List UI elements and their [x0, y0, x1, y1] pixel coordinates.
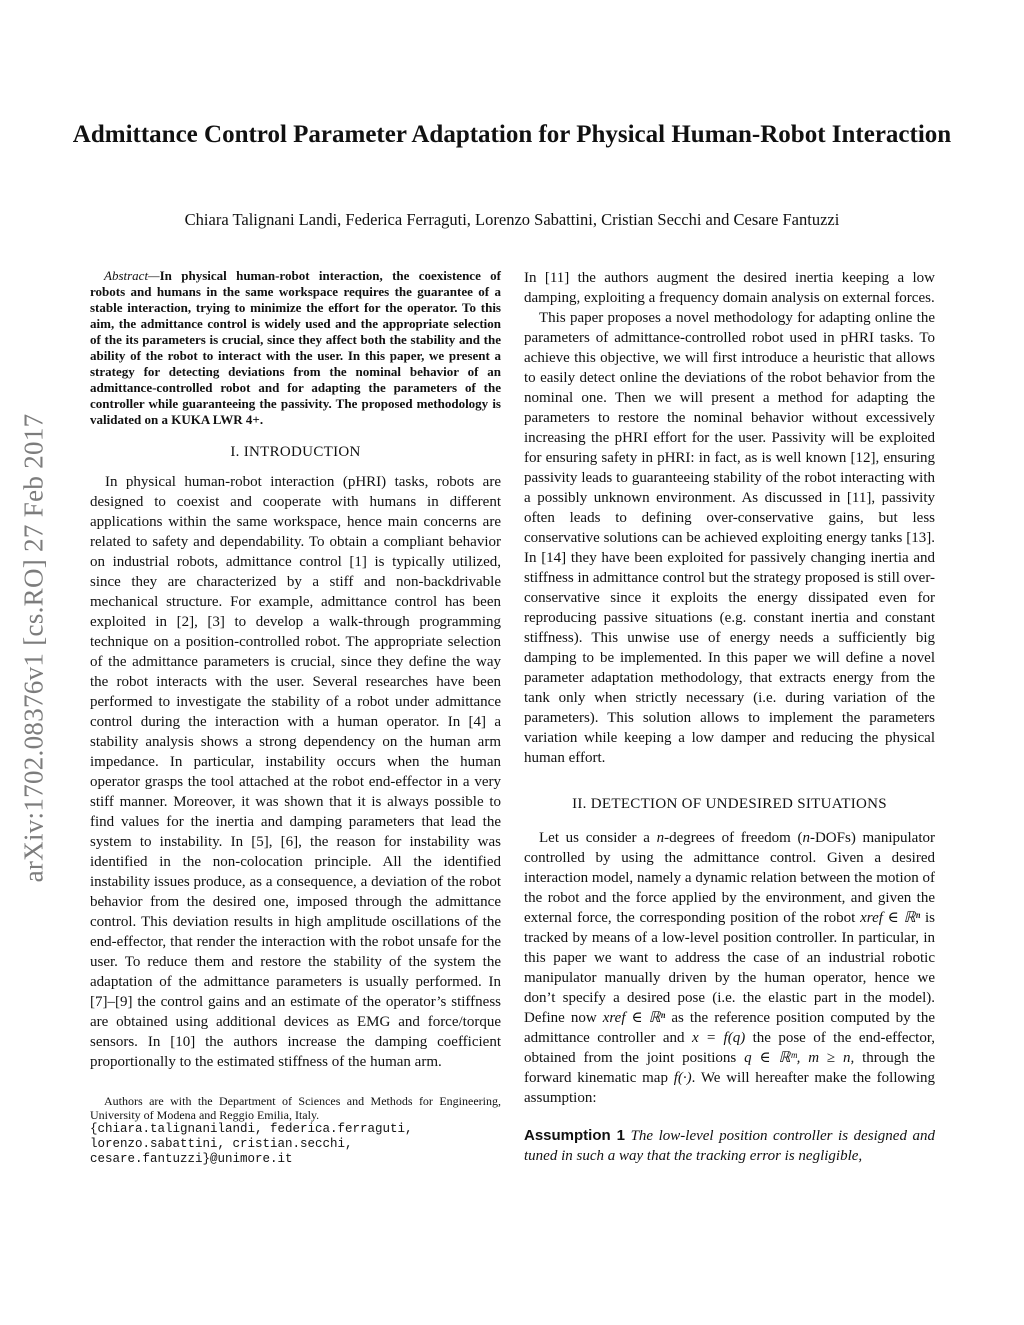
- footnote-email-line-2: lorenzo.sabattini, cristian.secchi,: [90, 1137, 353, 1151]
- detection-paragraph: Let us consider a n-degrees of freedom (n-DOFs) manipulator controlled by using the admittance control. Given a desired interaction model, namely a dynamic relation between the motion of the robot and the force applied by the environment, and given the external force, the corresponding position of the robot xref ∈ ℝⁿ is tracked by means of a low-level position controller. In particular, in this paper we want to address the case of an industrial robotic manipulator manually driven by the human operator, hence we don’t specify a desired pose (i.e. the elastic part in the model). Define now xref ∈ ℝⁿ as the reference position computed by the admittance controller and x = f(q) the pose of the end-effector, obtained from the joint positions q ∈ ℝᵐ, m ≥ n, through the forward kinematic map f(·). We will hereafter make the following assumption:: [524, 830, 935, 1106]
- assumption-label: Assumption 1: [524, 1127, 625, 1144]
- left-column: [90, 268, 501, 1167]
- abstract-label: Abstract—: [104, 268, 160, 283]
- footnote-email-line-1: {chiara.talignanilandi, federica.ferraguti,: [90, 1122, 413, 1136]
- math-xref: xref ∈ ℝⁿ: [602, 1010, 666, 1026]
- abstract-text: In physical human-robot interaction, the coexistence of robots and humans in the same workspace requires the guarantee of a stable interaction, trying to minimize the effort for the operator. To this aim, the admittance control is widely used and the appropriate selection of the its parameters is crucial, since they affect both the stability and the ability of the robot to interact with the user. In this paper, we present a strategy for detecting deviations from the nominal behavior of an admittance-controlled robot and for adapting the parameters of the controller while guaranteeing the passivity. The proposed methodology is validated on a KUKA LWR 4+.: [90, 268, 501, 427]
- assumption-text: The low-level position controller is designed and tuned in such a way that the tracking error is negligible,: [524, 1128, 936, 1164]
- section-heading-detection: II. DETECTION OF UNDESIRED SITUATIONS: [572, 796, 887, 812]
- math-q: q ∈ ℝᵐ, m ≥ n,: [744, 1050, 855, 1066]
- math-n: n: [802, 830, 810, 846]
- footnote-text: Authors are with the Department of Sciences and Methods for Engineering, University of Modena and Reggio Emilia, Italy.: [90, 1094, 501, 1122]
- intro-paragraph: In physical human-robot interaction (pHRI) tasks, robots are designed to coexist and cooperate with humans in different applications within the same workspace, hence main concerns are related to safety and dependability. To obtain a compliant behavior on industrial robots, admittance control [1] is typically utilized, since they are characterized by a stiff and non-backdrivable mechanical structure. For example, admittance control has been exploited in [2], [3] to develop a walk-through programming technique on a position-controlled robot. The appropriate selection of the admittance parameters is crucial, since they define the way the robot interacts with the user. Several researches have been performed to investigate the stability of a robot under admittance control during the interaction with a human operator. In [4] a stability analysis shows a strong dependency on the human arm impedance. In particular, instability occurs when the human operator grasps the tool attached at the robot end-effector in a very stiff manner. Moreover, it was shown that it is always possible to find values for the inertia and damping parameters that lead the system to instability. In [5], [6], the reason for instability was identified in the non-colocation principle. All the identified instability issues produce, as a consequence, a deviation of the robot behavior from the desired one, imposed through the admittance control. This deviation results in high amplitude oscillations of the end-effector, that render the interaction with the robot unsafe for the user. To reduce them and restore the stability of the system the adaptation of the admittance parameters is usually performed. In [7]–[9] the control gains and an estimate of the operator’s stiffness are obtained using additional devices as EMG and force/torque sensors. In [10] the authors increase the damping coefficient proportionally to the estimated stiffness of the human arm.: [90, 474, 501, 1070]
- math-x-fq: x = f(q): [691, 1030, 746, 1046]
- footnote-email-line-3: cesare.fantuzzi}@unimore.it: [90, 1152, 293, 1166]
- math-n: n: [656, 830, 665, 846]
- arxiv-stamp: [14, 355, 54, 940]
- assumption-1: [524, 1126, 935, 1166]
- right-column: [524, 268, 935, 1166]
- section-heading-introduction: I. INTRODUCTION: [230, 444, 361, 460]
- author-list: Chiara Talignani Landi, Federica Ferraguti, Lorenzo Sabattini, Cristian Secchi and Cesare Fantuzzi: [184, 210, 840, 229]
- arxiv-id: arXiv:1702.08376v1 [cs.RO] 27 Feb 2017: [18, 413, 49, 882]
- contribution-paragraph: This paper proposes a novel methodology for adapting online the parameters of admittance-controlled robot used in pHRI tasks. To achieve this objective, we will first introduce a heuristic that allows to easily detect online the deviations of the robot behavior from the nominal one. Then we will present a method for adapting the parameters to restore the nominal behavior without excessively increasing the pHRI effort for the user. Passivity will be exploited for ensuring safety in pHRI: in fact, as is well known [12], ensuring passivity leads to guaranteeing stability of the robot interacting with a possibly unknown environment. As discussed in [11], passivity often leads to defining over-conservative gains, but less conservative solutions can be achieved exploiting energy tanks [13]. In [14] they have been exploited for passively changing inertia and stiffness in admittance control but the strategy proposed is still over-conservative since it exploits the energy dissipated even for reproducing passive situations (e.g. constant inertia and constant stiffness). This unwise use of energy needs a sufficiently big damping to be implemented. In this paper we will define a novel parameter adaptation methodology, that extracts energy from the tank only when strictly necessary (i.e. during variation of the parameters). This solution allows to implement the parameters variation while keeping a low damper and reducing the physical human effort.: [524, 310, 936, 766]
- math-f: f(·): [673, 1070, 692, 1086]
- intro-continuation: In [11] the authors augment the desired inertia keeping a low damping, exploiting a frequency domain analysis on external forces.: [524, 270, 935, 306]
- abstract: [90, 268, 501, 428]
- paper-title: Admittance Control Parameter Adaptation for Physical Human-Robot Interaction: [72, 121, 952, 148]
- math-xref: xref ∈ ℝⁿ: [860, 910, 921, 926]
- affiliation-footnote: [90, 1094, 501, 1167]
